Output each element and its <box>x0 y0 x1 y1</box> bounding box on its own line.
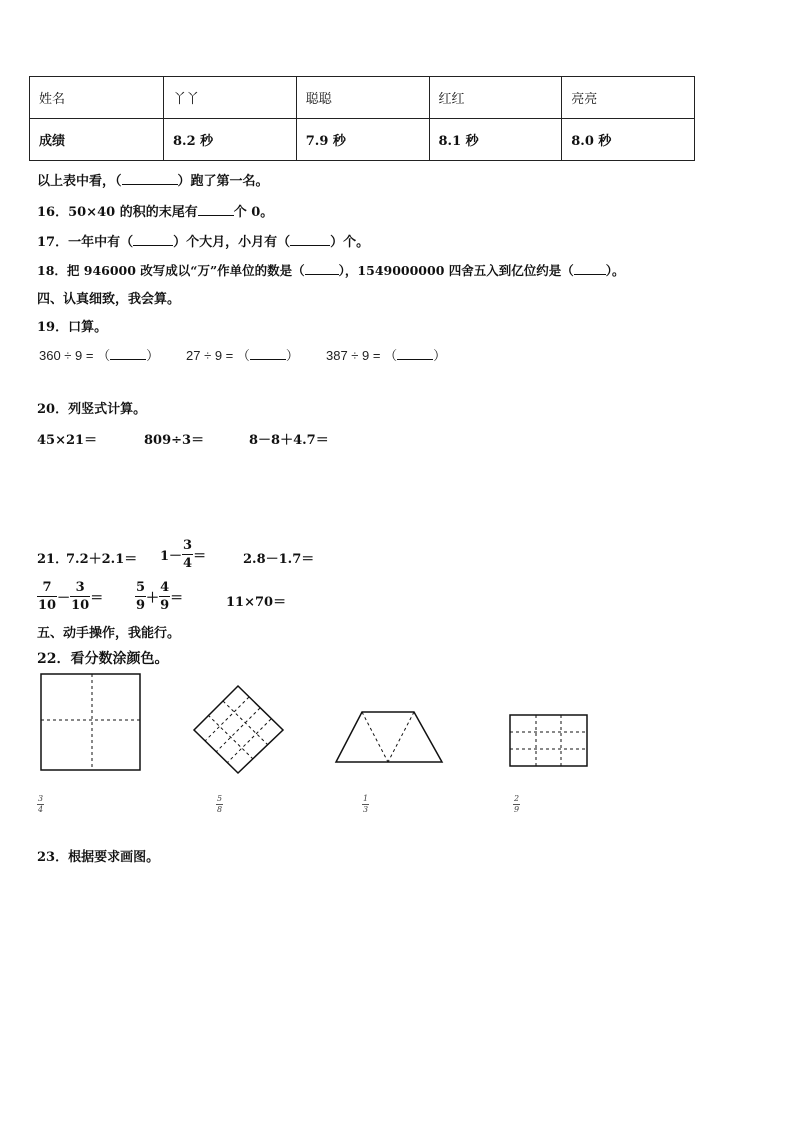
trapezoid-shape[interactable] <box>334 710 444 764</box>
q19-item: 27 ÷ 9 = （ ） <box>186 348 299 363</box>
q21-expr-3: 2.8－1.7＝ <box>243 552 315 567</box>
fraction: $\frac{3}{4}$ <box>183 538 193 571</box>
answer-blank[interactable] <box>574 262 606 275</box>
question-18 <box>37 261 625 279</box>
q21-expr-1: 7.2＋2.1＝ <box>66 552 138 567</box>
q21-expr-5: $\frac{5}{9}$ ＋ $\frac{4}{9}$ ＝ <box>136 580 184 613</box>
q19-item: 387 ÷ 9 = （ ） <box>326 348 447 363</box>
answer-blank[interactable] <box>397 347 433 360</box>
question-15 <box>37 170 269 189</box>
diamond-shape[interactable] <box>193 685 285 775</box>
q17-text-c: ）个。 <box>330 235 370 250</box>
table-cell: 丫丫 <box>164 77 297 119</box>
q20-item: 809÷3＝ <box>144 433 205 448</box>
answer-blank[interactable] <box>122 172 178 185</box>
q21-expr-6: 11×70＝ <box>226 595 287 610</box>
question-23-label: 23．根据要求画图。 <box>37 850 160 865</box>
answer-blank[interactable] <box>250 347 286 360</box>
q18-text-a: 18．把 946000 改写成以“万”作单位的数是（ <box>37 263 305 278</box>
square-shape[interactable] <box>40 673 142 771</box>
answer-blank[interactable] <box>305 262 339 275</box>
q21-expr-2: 1－ $\frac{3}{4}$ ＝ <box>160 538 207 571</box>
q17-text-a: 17．一年中有（ <box>37 235 134 250</box>
table-cell: 姓名 <box>30 77 164 119</box>
question-17 <box>37 231 369 250</box>
fraction: $\frac{5}{9}$ <box>136 580 146 613</box>
table-cell: 成绩 <box>30 119 164 161</box>
q17-text-b: ）个大月，小月有（ <box>173 235 291 250</box>
q19-item: 360 ÷ 9 = （ ） <box>39 348 160 363</box>
fraction-label: $\frac{1}{3}$ <box>363 794 369 814</box>
q18-text-b: ），1549000000 四舍五入到亿位约是（ <box>338 263 574 278</box>
table-cell: 8.2 秒 <box>164 119 297 161</box>
q20-item: 45×21＝ <box>37 433 98 448</box>
answer-blank[interactable] <box>133 233 173 246</box>
fraction-label: $\frac{5}{8}$ <box>217 794 223 814</box>
table-cell: 红红 <box>429 77 562 119</box>
q20-item: 8－8＋4.7＝ <box>249 433 329 448</box>
fraction: $\frac{3}{10}$ <box>71 580 90 613</box>
section-4-heading: 四、认真细致，我会算。 <box>37 292 181 307</box>
question-20-label: 20．列竖式计算。 <box>37 402 147 417</box>
table-cell: 亮亮 <box>562 77 695 119</box>
section-5-heading: 五、动手操作，我能行。 <box>37 626 181 641</box>
fraction-label: $\frac{2}{9}$ <box>514 794 520 814</box>
table-cell: 聪聪 <box>296 77 429 119</box>
table-cell: 8.0 秒 <box>562 119 695 161</box>
answer-blank[interactable] <box>110 347 146 360</box>
answer-blank[interactable] <box>290 233 330 246</box>
question-19-label: 19．口算。 <box>37 320 108 335</box>
q21-expr-4: $\frac{7}{10}$ － $\frac{3}{10}$ ＝ <box>38 580 104 613</box>
rectangle-shape[interactable] <box>509 714 589 768</box>
fraction: $\frac{7}{10}$ <box>38 580 57 613</box>
score-table <box>29 76 695 161</box>
answer-blank[interactable] <box>198 203 234 216</box>
q18-text-c: ）。 <box>605 263 625 278</box>
table-cell: 8.1 秒 <box>429 119 562 161</box>
table-cell: 7.9 秒 <box>296 119 429 161</box>
q15-text-before: 以上表中看，（ <box>37 174 122 189</box>
fraction: $\frac{4}{9}$ <box>160 580 170 613</box>
q16-text-before: 16．50×40 的积的末尾有 <box>37 205 198 220</box>
question-21-label: 21． <box>37 552 69 567</box>
question-16 <box>37 201 273 220</box>
q15-text-after: ）跑了第一名。 <box>177 174 269 189</box>
table-row <box>30 119 695 161</box>
q16-text-after: 个 0。 <box>233 205 274 220</box>
table-header-row <box>30 77 695 119</box>
fraction-label: $\frac{3}{4}$ <box>38 794 44 814</box>
question-22-label: 22．看分数涂颜色。 <box>37 651 169 667</box>
